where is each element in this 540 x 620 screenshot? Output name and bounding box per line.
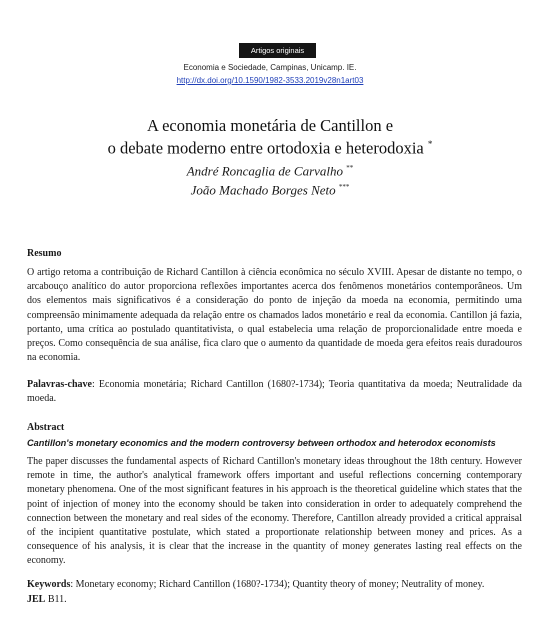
- palavras-chave-values: : Economia monetária; Richard Cantillon (1680?-1734); Teoria quantitativa da moeda; Neutralidade da moeda.: [27, 379, 522, 405]
- jel-label: JEL: [27, 594, 46, 605]
- palavras-chave: [27, 378, 522, 406]
- palavras-chave-label: Palavras-chave: [27, 379, 92, 390]
- jel-code: [27, 593, 522, 607]
- abstract-english-title: Cantillon's monetary economics and the modern controversy between orthodox and heterodox economists: [27, 438, 496, 448]
- author-1-name: André Roncaglia de Carvalho: [186, 163, 344, 179]
- author-2: [0, 179, 540, 198]
- article-title: [0, 116, 540, 158]
- keywords-values: : Monetary economy; Richard Cantillon (1680?-1734); Quantity theory of money; Neutrality of money.: [70, 579, 485, 590]
- abstract-heading: Abstract: [27, 422, 65, 433]
- resumo-text: O artigo retoma a contribuição de Richard Cantillon à ciência econômica no século XVIII. Apesar de distante no tempo, o arcabouço analítico do autor proporciona reflexões importantes acerca dos fenômenos monetários contemporâneos. Um dos elementos mais significativos é a consideração do ponto de injeção da moeda na economia, permitindo uma compreensão minimamente adequada da relação entre os chamados lados monetário e real da economia. Cantillon já fazia, portanto, uma crítica ao postulado quantitativista, o qual estabelecia uma relação de proporcionalidade entre moeda e preços. Como consequência de sua análise, fica claro que o aumento da quantidade de moeda gera efeitos reais duradouros na economia.: [27, 267, 522, 364]
- doi-link[interactable]: http://dx.doi.org/10.1590/1982-3533.2019v28n1art03: [176, 76, 364, 85]
- title-line-2-text: o debate moderno entre ortodoxia e heterodoxia: [107, 138, 424, 158]
- author-1: [0, 160, 540, 179]
- keywords-label: Keywords: [27, 579, 71, 590]
- author-list: [0, 160, 540, 199]
- jel-value: B11.: [45, 594, 67, 605]
- article-type-badge: Artigos originais: [239, 43, 316, 58]
- title-line-1: A economia monetária de Cantillon e: [146, 116, 394, 135]
- author-1-footnote-mark[interactable]: **: [346, 164, 354, 172]
- author-2-footnote-mark[interactable]: ***: [338, 183, 350, 192]
- title-line-2: [0, 135, 540, 158]
- journal-citation: Economia e Sociedade, Campinas, Unicamp. IE.: [183, 63, 357, 72]
- author-2-name: João Machado Borges Neto: [190, 182, 336, 198]
- abstract-text: The paper discusses the fundamental aspects of Richard Cantillon's monetary ideas throughout the 18th century. However remote in time, the author's analytical framework offers important and useful reflections concerning contemporary monetary phenomena. One of the most significant features in his approach is the theoretical guideline which states that the point of injection of money into the economy should be taken into consideration in order to adequately comprehend the connection between the monetary and real sides of the economy. Therefore, Cantillon already provided a critical appraisal of the incipient quantitative postulate, which stated a proportionate relationship between money and prices. As a consequence of his analysis, it is clear that the increase in the quantity of money generates lasting real effects on the economy.: [27, 456, 522, 567]
- resumo-heading: Resumo: [27, 248, 62, 259]
- keywords: [27, 578, 522, 592]
- title-footnote-mark[interactable]: *: [427, 139, 433, 149]
